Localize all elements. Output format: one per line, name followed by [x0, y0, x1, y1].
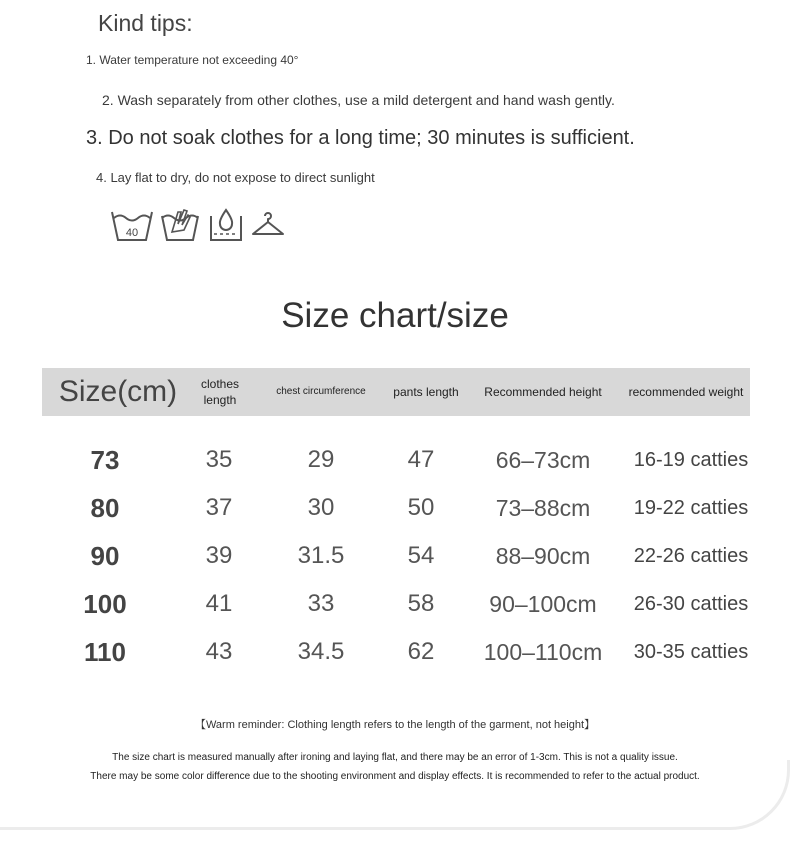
cell-height: 73–88cm [495, 494, 591, 521]
header-pants-length: pants length [393, 384, 459, 399]
cell-clothes-length: 35 [205, 446, 233, 473]
cell-chest: 31.5 [297, 542, 345, 569]
do-not-bleach-icon [208, 206, 244, 244]
table-row [42, 484, 750, 532]
tip-item: 1. Water temperature not exceeding 40° [86, 53, 299, 67]
header-weight: recommended weight [628, 384, 744, 399]
cell-size: 110 [84, 636, 126, 667]
tip-item: 4. Lay flat to dry, do not expose to direct sunlight [96, 170, 375, 185]
cell-weight: 26-30 catties [633, 592, 749, 615]
cell-pants-length: 58 [407, 590, 435, 617]
cell-pants-length: 54 [407, 542, 435, 569]
cell-clothes-length: 37 [205, 494, 233, 521]
cell-clothes-length: 43 [205, 638, 233, 665]
wash-temp-label: 40 [125, 227, 139, 239]
cell-chest: 33 [307, 590, 335, 617]
color-note: There may be some color difference due to the shooting environment and display effects. It is recommended to refer to the actual product. [90, 771, 700, 782]
cell-weight: 30-35 catties [633, 640, 749, 663]
tip-item: 2. Wash separately from other clothes, use a mild detergent and hand wash gently. [102, 92, 615, 108]
cell-clothes-length: 39 [205, 542, 233, 569]
header-height: Recommended height [484, 384, 602, 399]
header-size: Size(cm) [58, 374, 178, 408]
cell-weight: 19-22 catties [633, 496, 749, 519]
cell-weight: 22-26 catties [633, 544, 749, 567]
tips-title: Kind tips: [98, 10, 193, 36]
cell-clothes-length: 41 [205, 590, 233, 617]
warm-reminder: 【Warm reminder: Clothing length refers to the length of the garment, not height】 [194, 719, 596, 731]
table-row [42, 628, 750, 676]
size-chart-title: Size chart/size [281, 296, 509, 335]
cell-size: 100 [83, 588, 127, 619]
tip-item: 3. Do not soak clothes for a long time; 30 minutes is sufficient. [86, 127, 635, 149]
header-chest: chest circumference [276, 386, 366, 398]
cell-height: 90–100cm [489, 590, 597, 617]
cell-size: 73 [90, 444, 120, 475]
table-row [42, 532, 750, 580]
cell-height: 88–90cm [495, 542, 591, 569]
measure-note: The size chart is measured manually after ironing and laying flat, and there may be an error of 1-3cm. This is not a quality issue. [112, 752, 678, 763]
table-row [42, 436, 750, 484]
cell-weight: 16-19 catties [633, 448, 749, 471]
wash-40-icon [110, 206, 154, 244]
table-row [42, 580, 750, 628]
cell-height: 100–110cm [483, 638, 603, 665]
cell-size: 80 [90, 492, 120, 523]
cell-chest: 29 [307, 446, 335, 473]
cell-chest: 30 [307, 494, 335, 521]
cell-pants-length: 62 [407, 638, 435, 665]
cell-size: 90 [90, 540, 120, 571]
cell-pants-length: 50 [407, 494, 435, 521]
hand-wash-icon [160, 206, 200, 244]
cell-chest: 34.5 [297, 638, 345, 665]
cell-pants-length: 47 [407, 446, 435, 473]
cell-height: 66–73cm [495, 446, 591, 473]
header-clothes-length: clothes length [200, 376, 240, 407]
hang-dry-icon [250, 206, 286, 244]
table-header [42, 368, 750, 416]
